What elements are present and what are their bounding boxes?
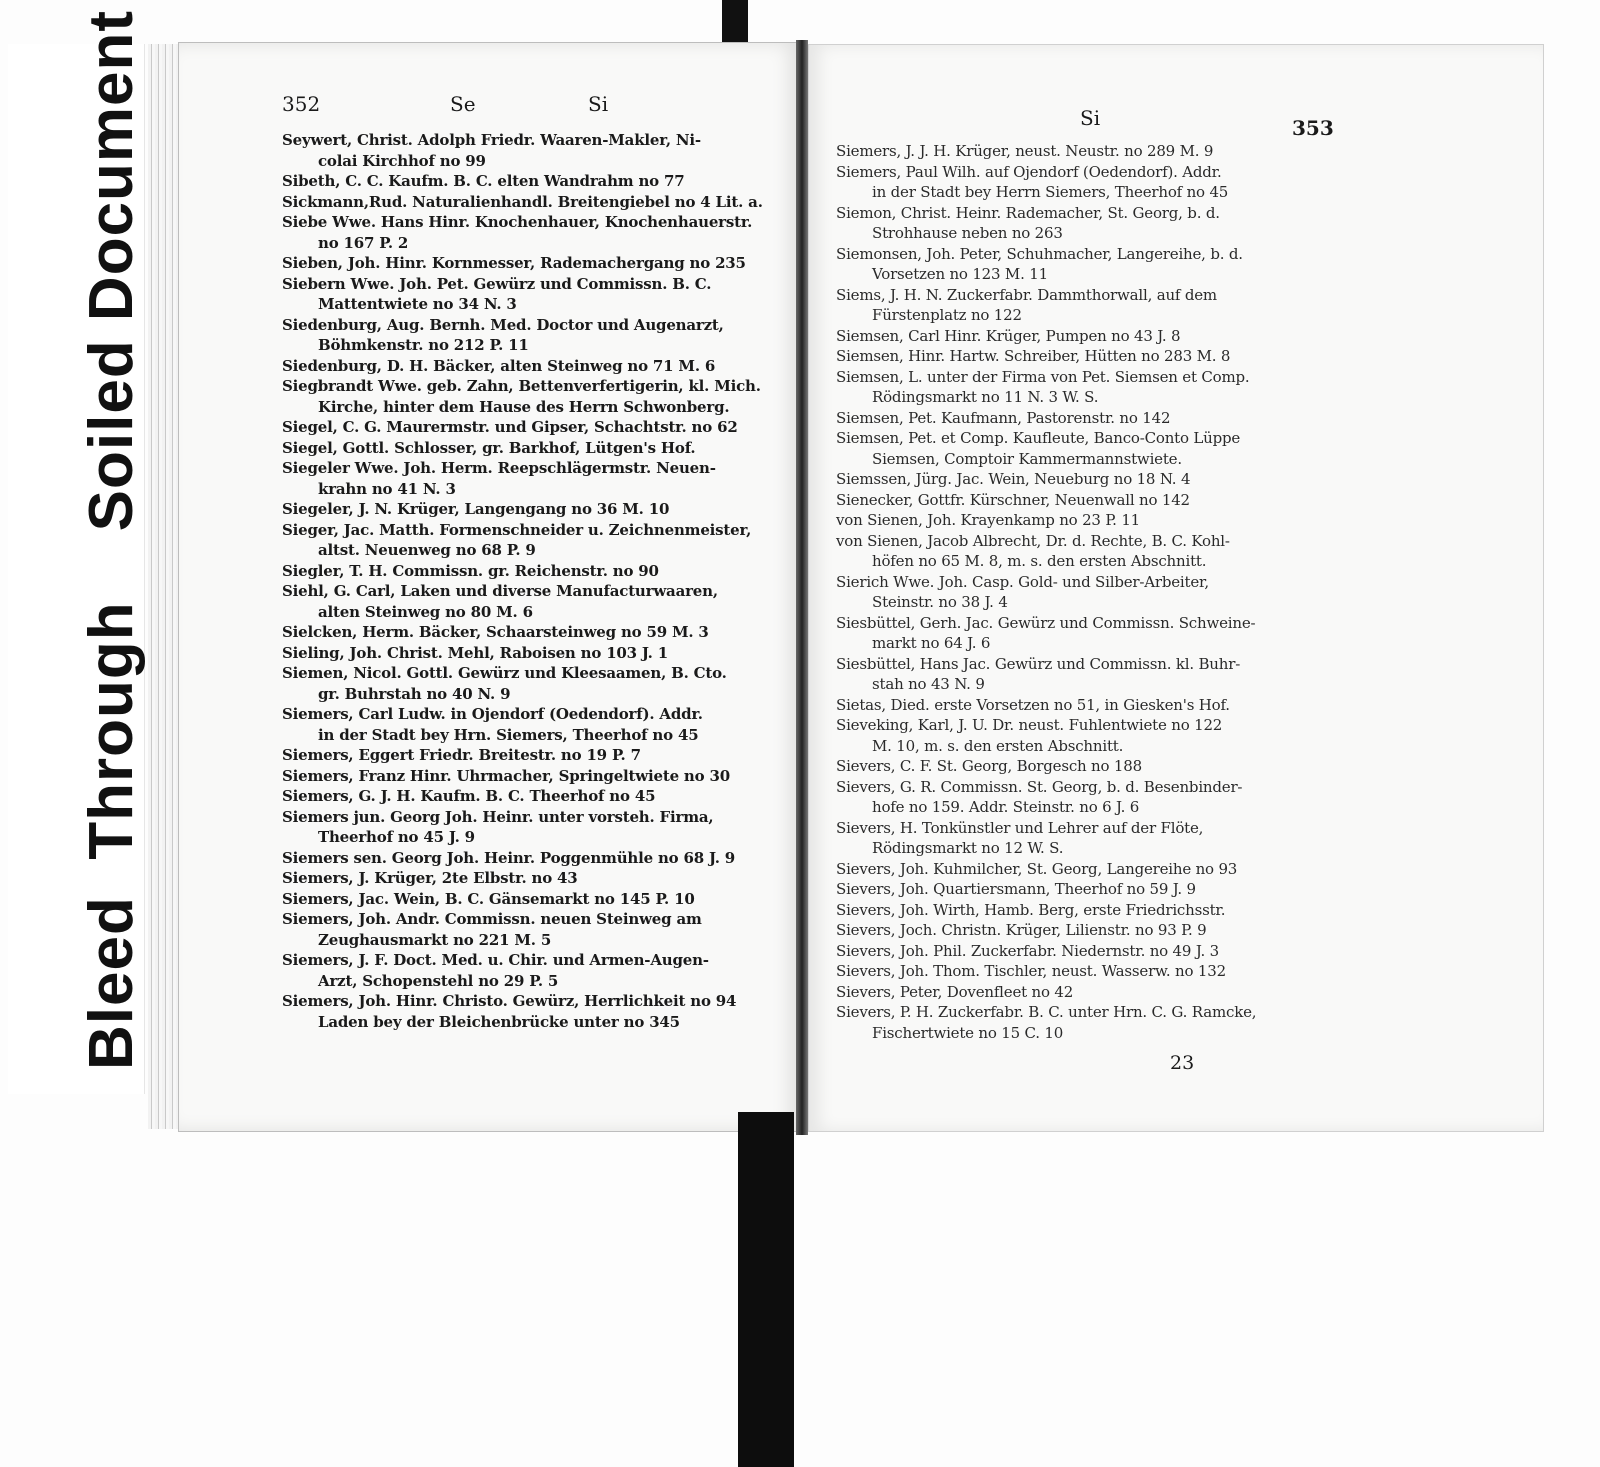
label-word-bleed: Bleed bbox=[77, 896, 146, 1070]
entry-line: Sievers, Joh. Kuhmilcher, St. Georg, Langereihe no 93 bbox=[836, 859, 1238, 878]
entry-line: Sievers, Joh. Thom. Tischler, neust. Wasserw. no 132 bbox=[836, 962, 1226, 980]
entry-continuation: Siemsen, Comptoir Kammermannstwiete. bbox=[872, 449, 1182, 468]
directory-entry bbox=[282, 766, 763, 787]
entry-line: Siemsen, Pet. Kaufmann, Pastorenstr. no 142 bbox=[836, 408, 1171, 427]
left-entry-list bbox=[282, 130, 763, 1032]
directory-entry bbox=[836, 961, 1256, 982]
entry-continuation: in der Stadt bey Herrn Siemers, Theerhof no 45 bbox=[872, 183, 1229, 201]
directory-entry bbox=[282, 950, 763, 991]
entry-line: Sieger, Jac. Matth. Formenschneider u. Zeichnenmeister, bbox=[282, 520, 752, 539]
directory-entry bbox=[836, 900, 1256, 921]
entry-line: Siegel, Gottl. Schlosser, gr. Barkhof, Lütgen's Hof. bbox=[282, 438, 696, 457]
directory-entry bbox=[282, 356, 763, 377]
entry-line: Siemers jun. Georg Joh. Heinr. unter vorsteh. Firma, bbox=[282, 807, 714, 826]
directory-entry bbox=[836, 920, 1256, 941]
entry-line: Sievers, G. R. Commissn. St. Georg, b. d. Besenbinder- bbox=[836, 777, 1243, 796]
entry-line: Siemers, J. F. Doct. Med. u. Chir. und Armen-Augen- bbox=[282, 951, 709, 969]
entry-line: Siehl, G. Carl, Laken und diverse Manufacturwaaren, bbox=[282, 582, 718, 600]
directory-entry bbox=[282, 786, 763, 807]
entry-line: Siesbüttel, Hans Jac. Gewürz und Commissn. kl. Buhr- bbox=[836, 654, 1241, 673]
directory-entry bbox=[282, 253, 763, 274]
entry-continuation: Theerhof no 45 J. 9 bbox=[318, 828, 475, 846]
entry-line: Sickmann,Rud. Naturalienhandl. Breitengiebel no 4 Lit. a. bbox=[282, 192, 763, 211]
entry-line: Siemers, Joh. Andr. Commissn. neuen Steinweg am bbox=[282, 910, 702, 928]
entry-line: Sieling, Joh. Christ. Mehl, Raboisen no 103 J. 1 bbox=[282, 643, 668, 662]
directory-entry bbox=[836, 510, 1256, 531]
entry-line: Siedenburg, Aug. Bernh. Med. Doctor und Augenarzt, bbox=[282, 315, 724, 334]
entry-continuation: Steinstr. no 38 J. 4 bbox=[872, 593, 1008, 611]
directory-entry bbox=[836, 203, 1256, 244]
directory-entry bbox=[282, 438, 763, 459]
entry-continuation: M. 10, m. s. den ersten Abschnitt. bbox=[872, 736, 1124, 755]
entry-line: Sibeth, C. C. Kaufm. B. C. elten Wandrahm no 77 bbox=[282, 172, 685, 190]
directory-entry bbox=[282, 274, 763, 315]
entry-line: Siems, J. H. N. Zuckerfabr. Dammthorwall, auf dem bbox=[836, 285, 1217, 304]
entry-line: Siedenburg, D. H. Bäcker, alten Steinweg no 71 M. 6 bbox=[282, 356, 716, 375]
label-word-soiled: Soiled Document bbox=[77, 9, 146, 532]
directory-entry bbox=[282, 848, 763, 869]
entry-continuation: Zeughausmarkt no 221 M. 5 bbox=[318, 930, 552, 949]
book-gutter bbox=[796, 40, 808, 1135]
directory-entry bbox=[282, 130, 763, 171]
entry-line: Siemers sen. Georg Joh. Heinr. Poggenmühle no 68 J. 9 bbox=[282, 848, 736, 867]
directory-entry bbox=[282, 520, 763, 561]
entry-line: Siemers, Joh. Hinr. Christo. Gewürz, Herrlichkeit no 94 bbox=[282, 992, 737, 1010]
entry-line: Siemers, Carl Ludw. in Ojendorf (Oedendorf). Addr. bbox=[282, 705, 703, 723]
directory-entry bbox=[282, 622, 763, 643]
directory-entry bbox=[836, 654, 1256, 695]
entry-continuation: alten Steinweg no 80 M. 6 bbox=[318, 602, 533, 621]
directory-entry bbox=[282, 458, 763, 499]
entry-continuation: Fürstenplatz no 122 bbox=[872, 306, 1022, 324]
entry-line: Sievers, P. H. Zuckerfabr. B. C. unter Hrn. C. G. Ramcke, bbox=[836, 1003, 1257, 1021]
directory-entry bbox=[282, 315, 763, 356]
entry-line: Siemsen, Hinr. Hartw. Schreiber, Hütten no 283 M. 8 bbox=[836, 347, 1231, 365]
entry-continuation: gr. Buhrstah no 40 N. 9 bbox=[318, 684, 511, 703]
entry-continuation: in der Stadt bey Hrn. Siemers, Theerhof no 45 bbox=[318, 725, 699, 744]
entry-line: von Sienen, Joh. Krayenkamp no 23 P. 11 bbox=[836, 511, 1141, 529]
entry-line: Sievers, Joh. Wirth, Hamb. Berg, erste Friedrichsstr. bbox=[836, 900, 1226, 919]
entry-continuation: colai Kirchhof no 99 bbox=[318, 151, 486, 170]
directory-entry bbox=[836, 1002, 1256, 1043]
directory-entry bbox=[282, 991, 763, 1032]
entry-continuation: Kirche, hinter dem Hause des Herrn Schwonberg. bbox=[318, 397, 730, 416]
entry-line: Siegler, T. H. Commissn. gr. Reichenstr. no 90 bbox=[282, 561, 659, 580]
entry-line: Siemon, Christ. Heinr. Rademacher, St. Georg, b. d. bbox=[836, 203, 1220, 222]
entry-line: Siemonsen, Joh. Peter, Schuhmacher, Langereihe, b. d. bbox=[836, 244, 1243, 263]
entry-line: von Sienen, Jacob Albrecht, Dr. d. Rechte, B. C. Kohl- bbox=[836, 531, 1230, 550]
directory-entry bbox=[282, 745, 763, 766]
directory-entry bbox=[836, 756, 1256, 777]
degradation-label bbox=[76, 10, 147, 1070]
directory-entry bbox=[836, 367, 1256, 408]
directory-entry bbox=[282, 376, 763, 417]
entry-continuation: Vorsetzen no 123 M. 11 bbox=[872, 265, 1048, 283]
entry-continuation: Laden bey der Bleichenbrücke unter no 345 bbox=[318, 1012, 680, 1031]
entry-line: Sielcken, Herm. Bäcker, Schaarsteinweg no 59 M. 3 bbox=[282, 623, 709, 641]
label-word-through: Through bbox=[77, 601, 146, 860]
left-page-number: 352 bbox=[282, 92, 321, 116]
entry-continuation: Mattentwiete no 34 N. 3 bbox=[318, 295, 517, 313]
entry-line: Siemen, Nicol. Gottl. Gewürz und Kleesaamen, B. Cto. bbox=[282, 664, 727, 682]
entry-line: Siegeler Wwe. Joh. Herm. Reepschlägermstr. Neuen- bbox=[282, 459, 716, 477]
directory-entry bbox=[282, 581, 763, 622]
entry-line: Siemers, G. J. H. Kaufm. B. C. Theerhof no 45 bbox=[282, 787, 656, 805]
directory-entry bbox=[836, 346, 1256, 367]
entry-line: Sietas, Died. erste Vorsetzen no 51, in Giesken's Hof. bbox=[836, 695, 1230, 714]
directory-entry bbox=[836, 531, 1256, 572]
entry-line: Siegeler, J. N. Krüger, Langengang no 36 M. 10 bbox=[282, 500, 670, 518]
left-header-se: Se bbox=[450, 92, 476, 116]
entry-line: Siemers, Franz Hinr. Uhrmacher, Springeltwiete no 30 bbox=[282, 766, 730, 785]
signature-mark: 23 bbox=[1170, 1052, 1195, 1074]
entry-line: Siemers, J. Krüger, 2te Elbstr. no 43 bbox=[282, 869, 578, 887]
directory-entry bbox=[836, 408, 1256, 429]
entry-line: Siemsen, Carl Hinr. Krüger, Pumpen no 43 J. 8 bbox=[836, 326, 1181, 345]
directory-entry bbox=[282, 417, 763, 438]
directory-entry bbox=[282, 561, 763, 582]
entry-continuation: no 167 P. 2 bbox=[318, 233, 409, 252]
entry-line: Siemers, J. J. H. Krüger, neust. Neustr. no 289 M. 9 bbox=[836, 142, 1214, 160]
right-entry-list bbox=[836, 141, 1256, 1043]
directory-entry bbox=[836, 141, 1256, 162]
entry-continuation: Fischertwiete no 15 C. 10 bbox=[872, 1023, 1064, 1042]
entry-continuation: Rödingsmarkt no 12 W. S. bbox=[872, 839, 1064, 857]
directory-entry bbox=[282, 171, 763, 192]
directory-entry bbox=[836, 695, 1256, 716]
directory-entry bbox=[282, 868, 763, 889]
directory-entry bbox=[836, 818, 1256, 859]
entry-line: Sieben, Joh. Hinr. Kornmesser, Rademachergang no 235 bbox=[282, 254, 746, 272]
directory-entry bbox=[836, 469, 1256, 490]
entry-line: Siemssen, Jürg. Jac. Wein, Neueburg no 18 N. 4 bbox=[836, 470, 1191, 488]
directory-entry bbox=[836, 859, 1256, 880]
page-edges bbox=[148, 44, 178, 1129]
directory-entry bbox=[282, 889, 763, 910]
entry-line: Sievers, Peter, Dovenfleet no 42 bbox=[836, 982, 1074, 1001]
entry-line: Siemers, Eggert Friedr. Breitestr. no 19 P. 7 bbox=[282, 746, 641, 764]
entry-line: Sievers, Joch. Christn. Krüger, Lilienstr. no 93 P. 9 bbox=[836, 921, 1207, 939]
entry-continuation: Böhmkenstr. no 212 P. 11 bbox=[318, 336, 529, 354]
directory-entry bbox=[836, 941, 1256, 962]
entry-line: Siemers, Jac. Wein, B. C. Gänsemarkt no 145 P. 10 bbox=[282, 889, 695, 908]
entry-continuation: markt no 64 J. 6 bbox=[872, 634, 991, 652]
entry-line: Siebe Wwe. Hans Hinr. Knochenhauer, Knochenhauerstr. bbox=[282, 213, 753, 231]
entry-line: Sievers, Joh. Quartiersmann, Theerhof no 59 J. 9 bbox=[836, 880, 1196, 898]
directory-entry bbox=[282, 663, 763, 704]
directory-entry bbox=[836, 572, 1256, 613]
entry-line: Sievers, Joh. Phil. Zuckerfabr. Niedernstr. no 49 J. 3 bbox=[836, 941, 1219, 960]
entry-continuation: höfen no 65 M. 8, m. s. den ersten Abschnitt. bbox=[872, 552, 1207, 570]
entry-continuation: Strohhause neben no 263 bbox=[872, 224, 1063, 242]
entry-line: Sierich Wwe. Joh. Casp. Gold- und Silber-Arbeiter, bbox=[836, 572, 1209, 591]
entry-line: Siemsen, Pet. et Comp. Kaufleute, Banco-Conto Lüppe bbox=[836, 429, 1241, 447]
spine-bottom bbox=[738, 1112, 794, 1467]
directory-entry bbox=[282, 909, 763, 950]
entry-line: Siegbrandt Wwe. geb. Zahn, Bettenverfertigerin, kl. Mich. bbox=[282, 377, 761, 395]
directory-entry bbox=[282, 192, 763, 213]
directory-entry bbox=[836, 162, 1256, 203]
directory-entry bbox=[836, 285, 1256, 326]
directory-entry bbox=[282, 499, 763, 520]
entry-line: Sienecker, Gottfr. Kürschner, Neuenwall no 142 bbox=[836, 490, 1190, 509]
directory-entry bbox=[836, 326, 1256, 347]
entry-continuation: krahn no 41 N. 3 bbox=[318, 479, 456, 498]
entry-line: Sieveking, Karl, J. U. Dr. neust. Fuhlentwiete no 122 bbox=[836, 716, 1223, 734]
right-header-si: Si bbox=[1080, 106, 1101, 130]
entry-line: Sievers, H. Tonkünstler und Lehrer auf der Flöte, bbox=[836, 818, 1204, 837]
entry-continuation: Rödingsmarkt no 11 N. 3 W. S. bbox=[872, 388, 1099, 406]
entry-line: Siesbüttel, Gerh. Jac. Gewürz und Commissn. Schweine- bbox=[836, 613, 1256, 632]
directory-entry bbox=[836, 244, 1256, 285]
directory-entry bbox=[836, 879, 1256, 900]
entry-line: Sievers, C. F. St. Georg, Borgesch no 188 bbox=[836, 757, 1142, 775]
left-header-si: Si bbox=[588, 92, 609, 116]
entry-line: Siemsen, L. unter der Firma von Pet. Siemsen et Comp. bbox=[836, 367, 1250, 386]
entry-continuation: altst. Neuenweg no 68 P. 9 bbox=[318, 541, 536, 559]
directory-entry bbox=[836, 777, 1256, 818]
entry-continuation: Arzt, Schopenstehl no 29 P. 5 bbox=[318, 971, 559, 990]
directory-entry bbox=[836, 982, 1256, 1003]
directory-entry bbox=[836, 428, 1256, 469]
directory-entry bbox=[282, 807, 763, 848]
entry-line: Siemers, Paul Wilh. auf Ojendorf (Oedendorf). Addr. bbox=[836, 162, 1222, 181]
directory-entry bbox=[836, 490, 1256, 511]
entry-line: Siebern Wwe. Joh. Pet. Gewürz und Commissn. B. C. bbox=[282, 274, 712, 293]
entry-continuation: hofe no 159. Addr. Steinstr. no 6 J. 6 bbox=[872, 798, 1140, 816]
entry-continuation: stah no 43 N. 9 bbox=[872, 675, 985, 693]
directory-entry bbox=[282, 212, 763, 253]
directory-entry bbox=[836, 715, 1256, 756]
directory-entry bbox=[836, 613, 1256, 654]
directory-entry bbox=[282, 643, 763, 664]
directory-entry bbox=[282, 704, 763, 745]
entry-line: Seywert, Christ. Adolph Friedr. Waaren-Makler, Ni- bbox=[282, 131, 701, 149]
entry-line: Siegel, C. G. Maurermstr. und Gipser, Schachtstr. no 62 bbox=[282, 418, 738, 436]
right-page-number: 353 bbox=[1292, 116, 1334, 140]
